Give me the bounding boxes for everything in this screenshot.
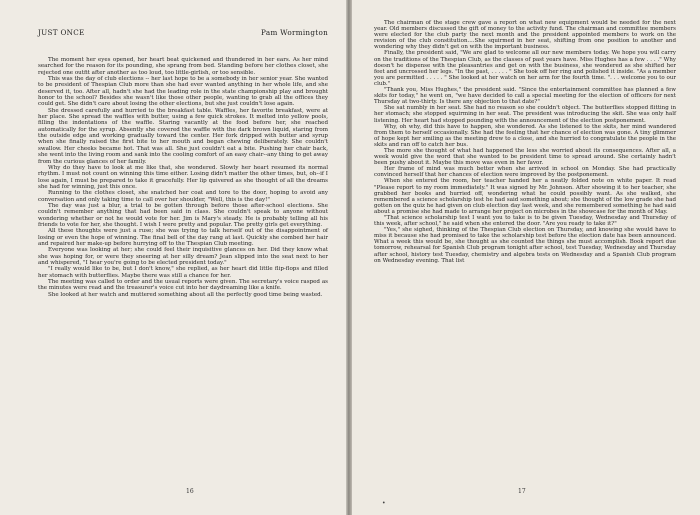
paragraph: The meeting was called to order and the usual reports were given. The secretary's voice rasped as the minutes were read and the treasurer's voice cut into her daydreaming like a knife. [38, 279, 328, 292]
paragraph: When she entered the room, her teacher handed her a neatly folded note on white paper. It read "Please report to my room immediately." It was signed by Mr. Johnson. After showing it to her teacher, she grabbed her books and hurried off, wondering what he could possibly want. As she walked, she remembered a science scholarship test he had said something about; she thought of the low grade she had gotten on the quiz he had given on club election day last week, and she remembered something he had said about a promise she had made to arrange her project on microbes in the showcase for the month of May. [374, 178, 676, 215]
running-head-title: JUST ONCE [38, 28, 85, 37]
paragraph: Everyone was looking at her; she could feel their inquisitive glances on her. Did they know what she was hoping for, or were they sneering at her silly dream? Jean slipped into the seat next to her and whispered, "I hear you're going to be elected president today." [38, 247, 328, 266]
paragraph: She dressed carefully and hurried to the breakfast table. Waffles, her favorite breakfast, were at her place. She spread the waffles with butter, using a few quick strokes. It melted into yellow pools, filling the indentations of the waffle. Staring vacantly at the food before her, she reached automatically for the syrup. Absently she covered the waffle with the dark brown liquid, staring from the outside edge and working gradually toward the center. Her fork dripped with butter and syrup when she finally raised the first bite to her mouth and began chewing deliberately. She couldn't swallow. Her cheeks became hot. That was all. She just couldn't eat a bite. Pushing her chair back, she went into the living room and sank into the cooling comfort of an easy chair--any thing to get away from the curious glances of her family. [38, 107, 328, 165]
bullet-mark: • [382, 500, 386, 507]
right-page-body [374, 20, 676, 264]
left-page [0, 0, 348, 515]
paragraph: This was the day of club elections -- her last hope to be a somebody in her senior year. She wanted to be president of Thespian Club more than she had ever wanted anything in her whole life, and she deserved it, too. After all, hadn't she had the leading role in the state championship play and brought honor to the school? Besides she wasn't like those other people, wanting to grab all the offices they could get. She didn't care about losing the other elections, but she just couldn't lose again. [38, 76, 328, 108]
running-head [38, 28, 328, 37]
paragraph: She looked at her watch and muttered something about all the perfectly good time being wasted. [48, 291, 323, 298]
running-head-author: Pam Wormington [261, 28, 328, 37]
left-page-body [38, 57, 328, 298]
paragraph: All these thoughts were just a ruse; she was trying to talk herself out of the disappointment of losing or even the hope of winning. The final bell of the day rang at last. Quickly she combed her hair and repaired her make-up before hurrying off to the Thespian Club meeting. [38, 228, 328, 247]
paragraph: The moment her eyes opened, her heart beat quickened and thundered in her ears. As her mind searched for the reason for its pounding, she sprang from bed. Standing before her clothes closet, she rejected one outfit after another as too loud, too little-girlish, or too sensible. [38, 57, 328, 76]
paragraph: Running to the clothes closet, she snatched her coat and tore to the door, hoping to avoid any conversation and only taking time to call over her shoulder, "Well, this is the day!" [38, 190, 328, 203]
paragraph: Her frame of mind was much better when she arrived in school on Monday. She had practically convinced herself that her chances of election were improved by the postponement. [374, 166, 676, 179]
paragraph: The more she thought of what had happened the less she worried about its consequences. After all, a week would give the word that she wanted to be president time to spread around. She certainly hadn't been pushy about it. Maybe this move was even in her favor. [374, 147, 676, 167]
paragraph: "I really would like to be, but I don't know," she replied, as her heart did little flip-flops and filled her stomach with butterflies. Maybe there was still a chance for her. [38, 266, 328, 279]
right-page [348, 0, 700, 515]
paragraph: Why, oh why, did this have to happen, she wondered. As she listened to the skits, her mind wandered from them to herself occasionally. She had the feeling that her chance of election was gone. A tiny glimmer of hope kept her smiling as the meeting drew to a close, and she hurried to congratulate the people in the skits and ran off to catch her bus. [374, 123, 676, 148]
paragraph: She sat numbly in her seat. She had no reason so she couldn't object. The butterflies stopped flitting in her stomach; she stopped squirming in her seat. The president was introducing the skit. She was only half listening. Her heart had stopped pounding with the announcement of the election postponement. [374, 105, 676, 124]
page-number: 17 [518, 488, 526, 495]
paragraph: Why do they have to look at me like that, she wondered. Slowly her heart resumed its normal rhythm. I must not count on winning this time either. Losing didn't matter the other times, but, oh--if I lose again, I must be prepared to take it gracefully. Her lip quivered as she thought of all the dreams she had for winning, just this once. [38, 164, 328, 190]
paragraph: "Yes," she sighed, thinking of the Thespian Club election on Thursday, and knowing she would have to miss it because she had promised to take the scholarship test before the election date has been announced. What a week this would be, she thought as she counted the things she must accomplish. Book report due tomorrow, rehearsal for Spanish Club program tonight after school, test Tuesday, Wednesday and Thursday after school, history test Tuesday, chemistry and algebra tests on Wednesday and a Spanish Club program on Wednesday evening. That list [374, 227, 676, 264]
book-gutter [346, 0, 352, 515]
paragraph: "That science scholarship test I want you to take is to be given Tuesday, Wednesday and Thursday of this week, after school," he said when she entered the door. "Are you ready to take it?" [374, 215, 676, 228]
page-number: 16 [186, 488, 194, 495]
paragraph: The day was just a blur, a trial to be gotten through before those after-school elections. She couldn't remember anything that had been said in class. She couldn't speak to anyone without wondering whether or not he would vote for her. Jim is Mary's steady. He is probably telling all his friends to vote for her, she thought. I wish I were pretty and popular. The pretty girls get everything. [38, 202, 328, 228]
paragraph: The chairman of the stage crew gave a report on what new equipment would be needed for the next year. Old members discussed the gift of money to the activity fund. The chairman and committee members were elected for the club party the next month and the president appointed members to work on the revision of the club constitution....She squirmed in her seat, shifting from one position to another and wondering why they didn't get on with the important business. [374, 20, 676, 51]
paragraph: Finally, the president said, "We are glad to welcome all our new members today. We hope you will carry on the traditions of the Thespian Club, as the classes of past years have. Miss Hughes has a few . . . ." Why doesn't he dispense with the pleasantries and get on with the business, she wondered as she shifted her feet and uncrossed her legs. "In the past, . . . . . " She took off her ring and polished it inside. "As a member you are permitted . . . . . " She looked at her watch on her arm for the fourth time. ". . . welcome you to our club." [374, 50, 676, 87]
paragraph: "Thank you, Miss Hughes," the president said. "Since the entertainment committee has planned a few skits for today," he went on, "we have decided to call a special meeting for the election of officers for next Thursday at two-thirty. Is there any objection to that date?" [374, 87, 676, 106]
